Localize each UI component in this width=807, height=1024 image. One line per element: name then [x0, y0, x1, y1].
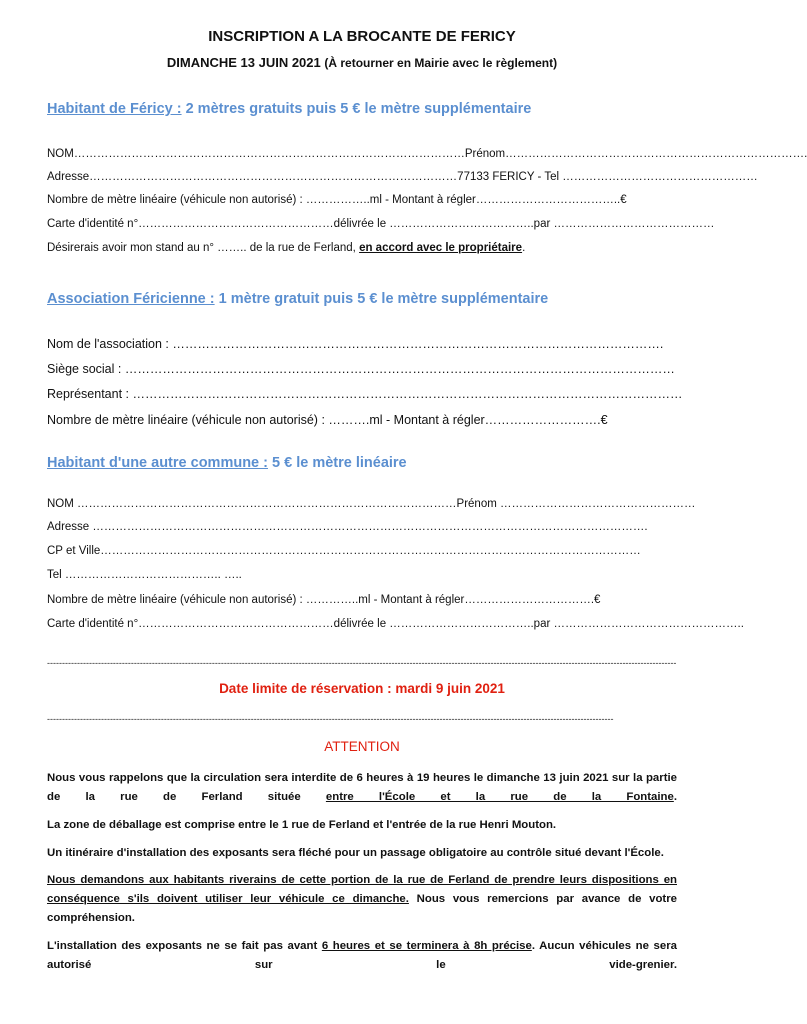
field-carte-identite[interactable]: Carte d'identité n°……………………………………………délivrée le ………………………………..par …………………………………… — [47, 218, 715, 230]
field-association-metres[interactable]: Nombre de mètre linéaire (véhicule non autorisé) : ……….ml - Montant à régler……………………….€ — [47, 413, 608, 427]
section-heading-association — [47, 291, 548, 307]
section-heading-fericy-text: 2 mètres gratuits puis 5 € le mètre supplémentaire — [181, 101, 532, 117]
installation-rest: . Aucun véhicules ne sera autorisé sur le vide-grenier. — [47, 940, 677, 971]
section-heading-fericy-label: Habitant de Féricy : — [47, 101, 182, 117]
installation-text: L'installation des exposants ne se fait pas avant — [47, 940, 322, 952]
stand-agreement: en accord avec le propriétaire — [359, 242, 523, 254]
separator-line: ------------------------------------------------------------------------------------------------------------------------------------------------------------------------------------------------------------------ — [47, 658, 677, 668]
section-heading-autre-commune-text: 5 € le mètre linéaire — [267, 455, 407, 471]
attention-heading: ATTENTION — [324, 739, 400, 754]
page-subtitle — [0, 55, 724, 70]
field-ext-carte-identite[interactable]: Carte d'identité n°……………………………………………délivrée le ………………………………..par ………………………………………….. — [47, 618, 744, 630]
field-siege-social[interactable]: Siège social : …………………………………………………………………………………………………………………… — [47, 362, 675, 376]
section-heading-autre-commune-label: Habitant d'une autre commune : — [47, 455, 268, 471]
circulation-zone: entre l'École et la rue de la Fontaine — [325, 791, 674, 803]
attention-paragraph-riverains — [47, 871, 677, 947]
stand-text: Désirerais avoir mon stand au n° …….. de la rue de Ferland, — [47, 242, 360, 254]
field-ext-cp-ville[interactable]: CP et Ville…………………………………………………………………………………………………………………………… — [47, 545, 641, 557]
field-representant[interactable]: Représentant : …………………………………………………………………………………………………………………… — [47, 387, 683, 401]
return-note: (À retourner en Mairie avec le règlement) — [324, 56, 558, 70]
circulation-period: . — [673, 791, 677, 803]
attention-paragraph-installation — [47, 937, 677, 994]
section-heading-autre-commune — [47, 455, 407, 471]
field-stand-number[interactable] — [47, 242, 525, 254]
field-nom-prenom[interactable]: NOM…………………………………………………………………………………………Prénom……………………………………………………………………. — [47, 148, 807, 160]
field-metres-montant[interactable]: Nombre de mètre linéaire (véhicule non autorisé) : ……………..ml - Montant à régler………………………………..€ — [47, 194, 627, 206]
riverains-thanks: Nous vous remercions par avance de votre compréhension. — [47, 893, 677, 924]
separator-line: --------------------------------------------------------------------------------------------------------------------------------------------------------------------------------------------- — [47, 714, 614, 724]
circulation-text: Nous vous rappelons que la circulation sera interdite de 6 heures à 19 heures le dimanche 13 juin 2021 sur la partie de la rue de Ferland située — [47, 772, 677, 803]
section-heading-association-label: Association Féricienne : — [47, 291, 215, 307]
installation-hours: 6 heures et se terminera à 8h précise — [321, 940, 532, 952]
section-heading-association-text: 1 mètre gratuit puis 5 € le mètre supplémentaire — [214, 291, 549, 307]
riverains-request: Nous demandons aux habitants riverains de cette portion de la rue de Ferland de prendre leurs dispositions en conséquence s'ils doivent utiliser leur véhicule ce dimanche. — [47, 874, 677, 905]
field-association-name[interactable]: Nom de l'association : ………………………………………………………………………………………………………. — [47, 337, 664, 351]
field-ext-nom-prenom[interactable]: NOM ………………………………………………………………………………………Prénom …………………………………………… — [47, 498, 696, 510]
attention-paragraph-itineraire: Un itinéraire d'installation des exposants sera fléché pour un passage obligatoire au contrôle situé devant l'École. — [47, 847, 664, 859]
stand-period: . — [522, 242, 526, 254]
reservation-deadline: Date limite de réservation : mardi 9 juin 2021 — [219, 681, 505, 696]
field-ext-metres-montant[interactable]: Nombre de mètre linéaire (véhicule non autorisé) : …………..ml - Montant à régler…………………………….€ — [47, 594, 601, 606]
field-adresse-tel[interactable]: Adresse……………………………………………………………………………………77133 FERICY - Tel …………………………………………… — [47, 171, 758, 183]
field-ext-tel[interactable]: Tel ………………………………….. ….. — [47, 569, 242, 581]
page-title: INSCRIPTION A LA BROCANTE DE FERICY — [208, 28, 516, 45]
attention-paragraph-deballage: La zone de déballage est comprise entre le 1 rue de Ferland et l'entrée de la rue Henri Mouton. — [47, 819, 557, 831]
field-ext-adresse[interactable]: Adresse ………………………………………………………………………………………………………………………………. — [47, 521, 648, 533]
section-heading-fericy — [47, 101, 531, 117]
event-date: DIMANCHE 13 JUIN 2021 — [166, 55, 321, 70]
